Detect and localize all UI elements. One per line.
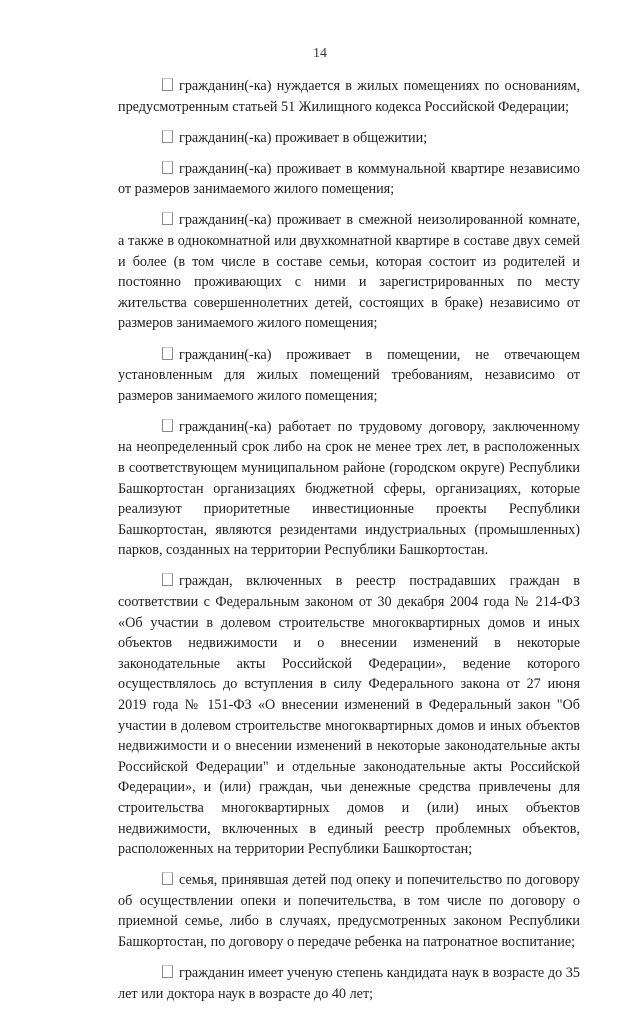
document-body <box>118 76 580 1015</box>
item-text: гражданин(-ка) проживает в помещении, не отвечающем установленным для жилых помещений требованиям, независимо от размеров занимаемого жилого помещения; <box>118 346 580 404</box>
list-item <box>118 345 580 407</box>
list-item <box>118 571 580 859</box>
list-item <box>118 870 580 952</box>
list-item <box>118 210 580 334</box>
checkbox-icon <box>162 161 173 174</box>
page-number: 14 <box>313 46 327 61</box>
item-text: гражданин(-ка) проживает в общежитии; <box>179 129 428 146</box>
item-text: гражданин(-ка) проживает в смежной неизолированной комнате, а также в однокомнатной или двухкомнатной квартире в составе двух семей и более (в том числе в составе семьи, которая состоит из родителей и постоянно проживающих с ними и зарегистрированных по месту жительства совершеннолетних детей, состоящих в браке) независимо от размеров занимаемого жилого помещения; <box>118 212 580 332</box>
checkbox-icon <box>162 965 173 978</box>
checkbox-icon <box>162 573 173 586</box>
list-item <box>118 159 580 200</box>
checkbox-icon <box>162 347 173 360</box>
item-text: гражданин(-ка) работает по трудовому договору, заключенному на неопределенный срок либо на срок не менее трех лет, в расположенных в соответствующем муниципальном районе (городском округе) Республики Башкортостан организациях бюджетной сферы, организациях, которые реализуют приоритетные инвестиционные проекты Республики Башкортостан, являются резидентами индустриальных (промышленных) парков, созданных на территории Республики Башкортостан. <box>118 418 580 559</box>
list-item <box>118 128 580 149</box>
checkbox-icon <box>162 130 173 143</box>
list-item <box>118 76 580 117</box>
checkbox-icon <box>162 419 173 432</box>
item-text: граждан, включенных в реестр пострадавших граждан в соответствии с Федеральным законом от 30 декабря 2004 года № 214-ФЗ «Об участии в долевом строительстве многоквартирных домов и иных объектов недвижимости и о внесении изменений в некоторые законодательные акты Российской Федерации», ведение которого осуществлялось до вступления в силу Федерального закона от 27 июня 2019 года № 151-ФЗ «О внесении изменений в Федеральный закон "Об участии в долевом строительстве многоквартирных домов и иных объектов недвижимости и о внесении изменений в некоторые законодательные акты Российской Федерации" и отдельные законодательные акты Российской Федерации», и (или) граждан, чьи денежные средства привлечены для строительства многоквартирных домов и (или) иных объектов недвижимости, включенных в единый реестр проблемных объектов, расположенных на территории Республики Башкортостан; <box>118 573 580 858</box>
list-item <box>118 963 580 1004</box>
checkbox-icon <box>162 78 173 91</box>
item-text: гражданин(-ка) проживает в коммунальной квартире независимо от размеров занимаемого жилого помещения; <box>118 160 580 198</box>
item-text: гражданин(-ка) нуждается в жилых помещениях по основаниям, предусмотренным статьей 51 Жилищного кодекса Российской Федерации; <box>118 78 580 115</box>
item-text: семья, принявшая детей под опеку и попечительство по договору об осуществлении опеки и попечительства, в том числе по договору о приемной семье, либо в случаях, предусмотренных законом Республики Башкортостан, по договору о передаче ребенка на патронатное воспитание; <box>118 872 580 951</box>
item-text: гражданин имеет ученую степень кандидата наук в возрасте до 35 лет или доктора наук в возрасте до 40 лет; <box>118 965 580 1002</box>
checkbox-icon <box>162 212 173 225</box>
list-item <box>118 417 580 561</box>
checkbox-icon <box>162 872 173 885</box>
